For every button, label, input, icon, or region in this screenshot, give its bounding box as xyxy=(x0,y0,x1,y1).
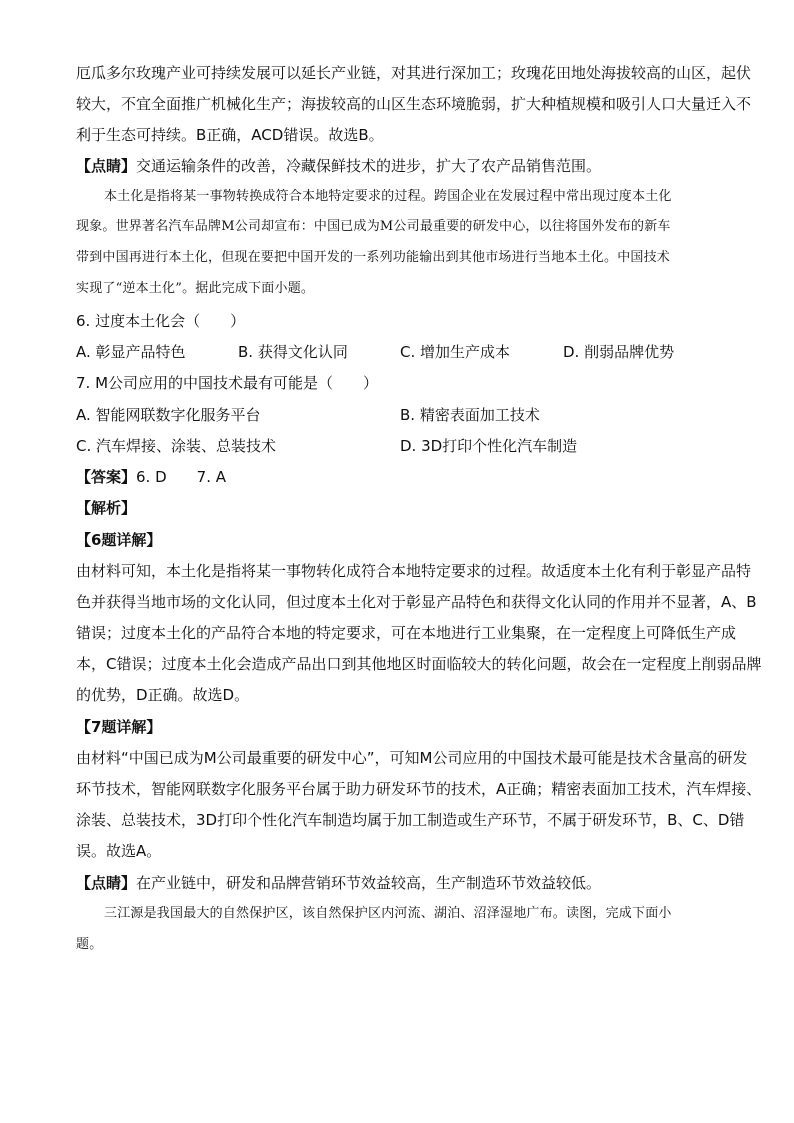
q6-option-a: A. 彰显产品特色 xyxy=(76,343,186,361)
tip-paragraph xyxy=(76,873,726,893)
answer-line xyxy=(76,467,726,487)
analysis-tag: 【解析】 xyxy=(76,499,137,517)
answer-tag: 【答案】 xyxy=(76,468,137,486)
detail-6-line: 本，C错误；过度本土化会造成产品出口到其他地区时面临较大的转化问题，故会在一定程度上削弱品牌 xyxy=(76,655,762,673)
detail-7-line: 环节技术，智能网联数字化服务平台属于助力研发环节的技术，A正确；精密表面加工技术，汽车焊接、 xyxy=(76,780,762,798)
question-6-stem: 6. 过度本土化会（ ） xyxy=(76,312,246,330)
q6-option-b: B. 获得文化认同 xyxy=(238,343,348,361)
answer-text: 6. D 7. A xyxy=(136,468,226,486)
detail-6-line: 错误；过度本土化的产品符合本地的特定要求，可在本地进行工业集聚，在一定程度上可降低生产成 xyxy=(76,624,737,642)
q6-option-c: C. 增加生产成本 xyxy=(400,343,511,361)
question-7-stem: 7. M公司应用的中国技术最有可能是（ ） xyxy=(76,374,379,392)
detail-7-tag: 【7题详解】 xyxy=(76,718,162,736)
tip-text: 交通运输条件的改善，冷藏保鲜技术的进步，扩大了农产品销售范围。 xyxy=(136,157,602,175)
paragraph-line: 利于生态可持续。B正确，ACD错误。故选B。 xyxy=(76,126,384,144)
tip-tag: 【点睛】 xyxy=(76,157,137,175)
detail-7-line: 由材料“中国已成为M公司最重要的研发中心”，可知M公司应用的中国技术最可能是技术含量高的研发 xyxy=(76,749,748,767)
detail-7-line: 误。故选A。 xyxy=(76,842,162,860)
material-line: 三江源是我国最大的自然保护区，该自然保护区内河流、湖泊、沼泽湿地广布。读图，完成下面小 xyxy=(104,906,672,921)
material-line: 带到中国再进行本土化，但现在要把中国开发的一系列功能输出到其他市场进行当地本土化。中国技术 xyxy=(76,250,671,265)
tip-tag: 【点睛】 xyxy=(76,874,137,892)
material-line: 实现了“逆本土化”。据此完成下面小题。 xyxy=(76,281,315,296)
tip-text: 在产业链中，研发和品牌营销环节效益较高，生产制造环节效益较低。 xyxy=(136,874,602,892)
q7-option-a: A. 智能网联数字化服务平台 xyxy=(76,406,261,424)
material-line: 本土化是指将某一事物转换成符合本地特定要求的过程。跨国企业在发展过程中常出现过度本土化 xyxy=(104,189,672,204)
q6-option-d: D. 削弱品牌优势 xyxy=(563,343,675,361)
detail-6-line: 色并获得当地市场的文化认同，但过度本土化对于彰显产品特色和获得文化认同的作用并不显著，A、B xyxy=(76,593,757,611)
material-line: 现象。世界著名汽车品牌M公司却宣布：中国已成为M公司最重要的研发中心，以往将国外发布的新车 xyxy=(76,219,671,234)
q7-option-c: C. 汽车焊接、涂装、总装技术 xyxy=(76,437,277,455)
detail-6-line: 的优势，D正确。故选D。 xyxy=(76,686,250,704)
q7-option-d: D. 3D打印个性化汽车制造 xyxy=(400,437,578,455)
tip-paragraph xyxy=(76,156,726,176)
detail-7-line: 涂装、总装技术，3D打印个性化汽车制造均属于加工制造或生产环节，不属于研发环节，B、C、D错 xyxy=(76,811,745,829)
material-line: 题。 xyxy=(76,937,103,952)
detail-6-line: 由材料可知，本土化是指将某一事物转化成符合本地特定要求的过程。故适度本土化有利于彰显产品特 xyxy=(76,562,752,580)
paragraph-line: 厄瓜多尔玫瑰产业可持续发展可以延长产业链，对其进行深加工；玫瑰花田地处海拔较高的山区，起伏 xyxy=(76,64,752,82)
detail-6-tag: 【6题详解】 xyxy=(76,531,162,549)
q7-option-b: B. 精密表面加工技术 xyxy=(400,406,540,424)
paragraph-line: 较大，不宜全面推广机械化生产；海拔较高的山区生态环境脆弱，扩大种植规模和吸引人口大量迁入不 xyxy=(76,95,752,113)
